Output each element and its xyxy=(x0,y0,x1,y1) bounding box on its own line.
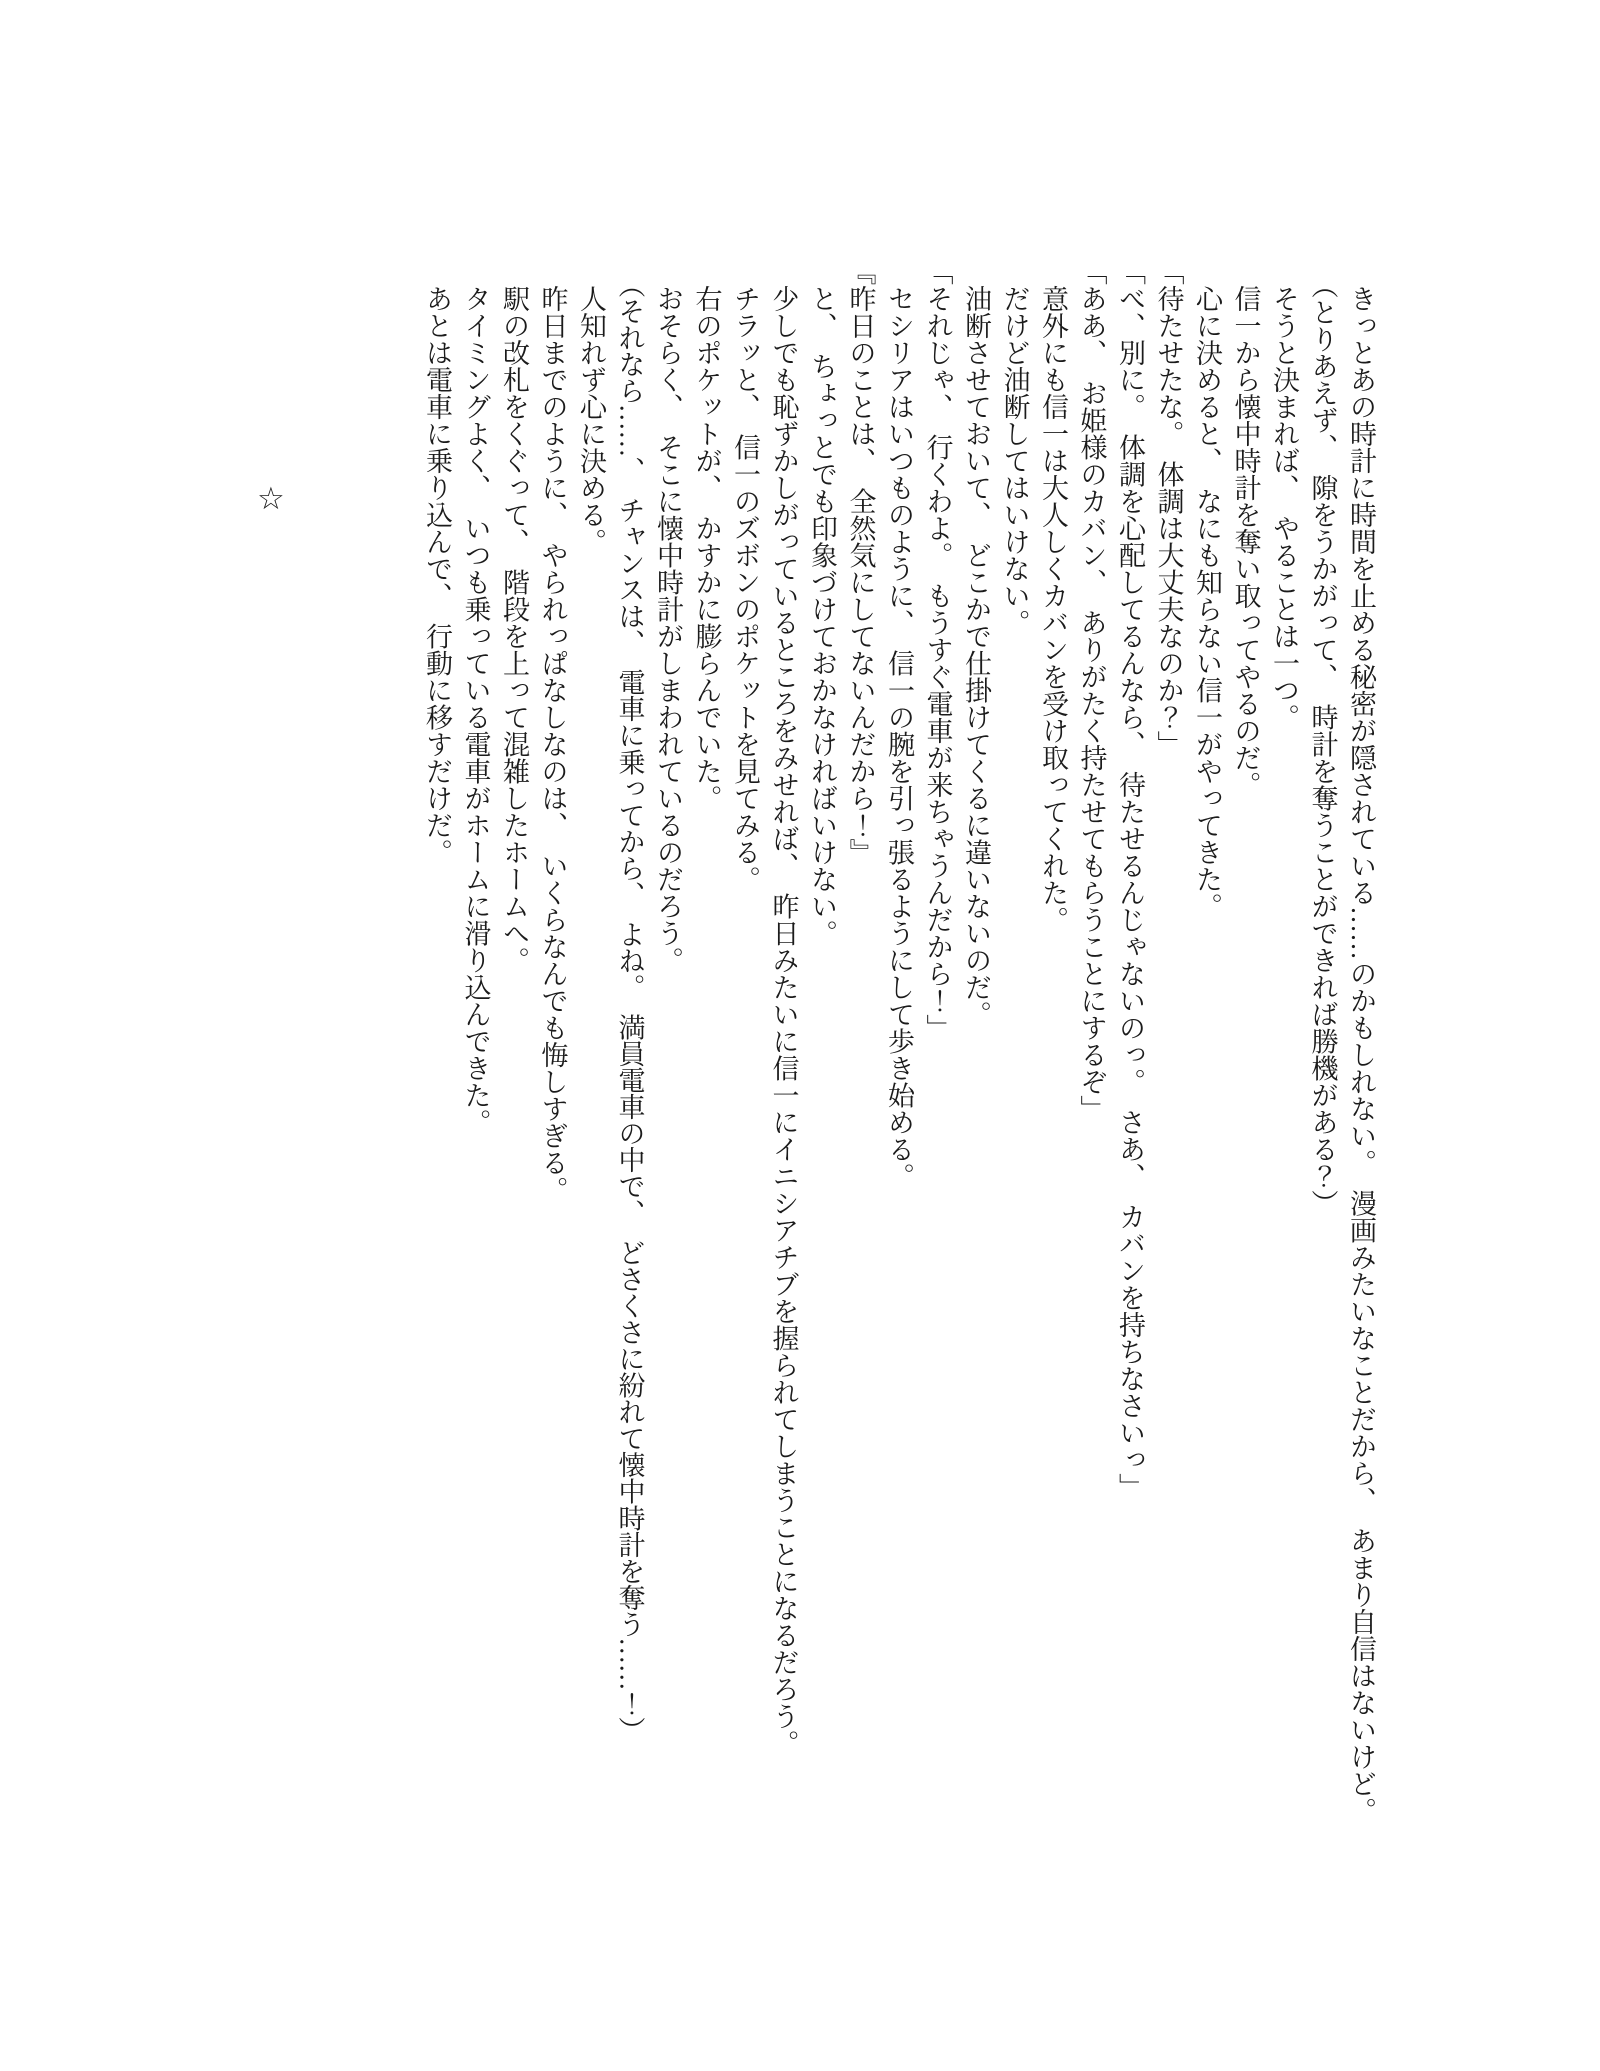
paragraph: 意外にも信一は大人しくカバンを受け取ってくれた。 xyxy=(1038,258,1068,933)
paragraph: そうと決まれば、 やることは一つ。 xyxy=(1269,258,1299,731)
paragraph: 右のポケットが、 かすかに膨らんでいた。 xyxy=(691,258,722,812)
paragraph: チラッと、 信一のズボンのポケットを見てみる。 xyxy=(730,258,760,893)
paragraph: 「べ、別に。 体調を心配してるんなら、 待たせるんじゃないのっ。 さあ、 カバンを持ちなさいっ」 xyxy=(1115,258,1145,1500)
paragraph: あとは電車に乗り込んで、 行動に移すだけだ。 xyxy=(422,258,452,866)
paragraph: おそらく、 そこに懐中時計がしまわれているのだろう。 xyxy=(653,258,683,974)
paragraph: 昨日までのように、 やられっぱなしなのは、 いくらなんでも悔しすぎる。 xyxy=(537,258,568,1203)
paragraph: と、 ちょっとでも印象づけておかなければいけない。 xyxy=(807,258,837,947)
paragraph: 信一から懐中時計を奪い取ってやるのだ。 xyxy=(1230,258,1261,798)
paragraph: 『昨日のことは、 全然気にしてないんだから！』 xyxy=(845,258,876,866)
paragraph: 少しでも恥ずかしがっているところをみせれば、 昨日みたいに信一にイニシアチブを握られてしまうことになるだろう。 xyxy=(768,258,799,1757)
paragraph: きっとあの時計に時間を止める秘密が隠されている……のかもしれない。 漫画みたいなことだから、 あまり自信はないけど。 xyxy=(1346,258,1376,1824)
paragraph: （それなら……、 チャンスは、 電車に乗ってから、 よね。 満員電車の中で、 どさくさに紛れて懐中時計を奪う……！） xyxy=(614,258,645,1744)
paragraph: 「それじゃ、 行くわよ。 もうすぐ電車が来ちゃうんだから！」 xyxy=(922,258,953,1041)
paragraph: 「待たせたな。 体調は大丈夫なのか？」 xyxy=(1153,258,1184,758)
paragraph: だけど油断してはいけない。 xyxy=(999,258,1030,636)
paragraph: セシリアはいつものように、 信一の腕を引っ張るようにして歩き始める。 xyxy=(884,258,914,1190)
text-columns xyxy=(418,258,1381,1838)
paragraph: 駅の改札をくぐって、 階段を上って混雑したホームへ。 xyxy=(499,258,529,974)
paragraph: 心に決めると、 なにも知らない信一がやってきた。 xyxy=(1192,258,1222,920)
star-divider: ☆ xyxy=(257,481,285,516)
paragraph: 油断させておいて、 どこかで仕掛けてくるに違いないのだ。 xyxy=(961,258,991,1028)
paragraph: 「ああ、 お姫様のカバン、 ありがたく持たせてもらうことにするぞ」 xyxy=(1076,258,1107,1122)
paragraph: 人知れず心に決める。 xyxy=(576,258,606,555)
paragraph: （とりあえず、 隙をうかがって、 時計を奪うことができれば勝機がある？） xyxy=(1307,258,1338,1217)
paragraph: タイミングよく、 いつも乗っている電車がホームに滑り込んできた。 xyxy=(460,258,491,1136)
